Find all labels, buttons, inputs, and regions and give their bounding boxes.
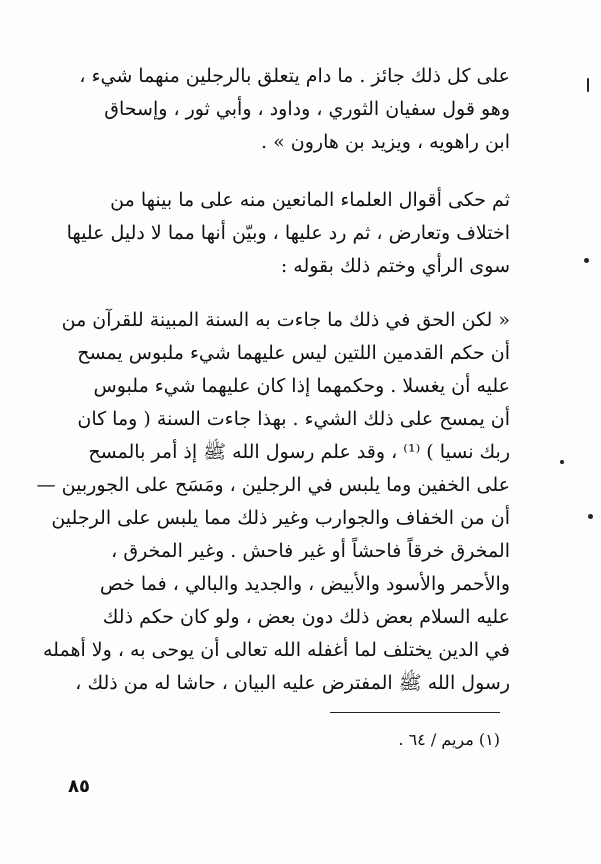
footnote-divider bbox=[330, 712, 500, 713]
text-line: المخرق خرقاً فاحشاً أو غير فاحش . وغير المخرق ، bbox=[111, 540, 510, 562]
text-line: عليه أن يغسلا . وحكمهما إذا كان عليهما شيء ملبوس bbox=[93, 375, 510, 397]
text-line: على كل ذلك جائز . ما دام يتعلق بالرجلين منهما شيء ، bbox=[79, 65, 510, 87]
paragraph-1 bbox=[70, 60, 510, 159]
footnote: (١) مريم / ٦٤ . bbox=[398, 730, 500, 749]
page-number: ٨٥ bbox=[68, 776, 90, 797]
text-line: أن حكم القدمين اللتين ليس عليهما شيء ملبوس يمسح bbox=[77, 342, 510, 364]
text-line: رسول الله ﷺ المفترض عليه البيان ، حاشا له من ذلك ، bbox=[75, 672, 510, 694]
text-line: أن يمسح على ذلك الشيء . بهذا جاءت السنة ( وما كان bbox=[77, 408, 510, 430]
text-line: ثم حكى أقوال العلماء المانعين منه على ما بينها من bbox=[110, 189, 510, 211]
text-line: على الخفين وما يلبس في الرجلين ، ومَسَح على الجوربين — bbox=[36, 474, 510, 496]
text-line: سوى الرأي وختم ذلك بقوله : bbox=[280, 255, 510, 277]
paragraph-2 bbox=[66, 184, 510, 283]
text-line: في الدين يختلف لما أغفله الله تعالى أن يوحى به ، ولا أهمله bbox=[42, 639, 510, 661]
scan-speck bbox=[587, 78, 589, 92]
scan-speck bbox=[560, 460, 564, 464]
paragraph-3 bbox=[36, 304, 510, 700]
scan-speck bbox=[588, 514, 593, 519]
text-line: ابن راهويه ، ويزيد بن هارون » . bbox=[261, 131, 510, 153]
text-line: اختلاف وتعارض ، ثم رد عليها ، وبيّن أنها مما لا دليل عليها bbox=[66, 222, 510, 244]
text-line: « لكن الحق في ذلك ما جاءت به السنة المبينة للقرآن من bbox=[61, 309, 510, 331]
text-line: والأحمر والأسود والأبيض ، والجديد والبالي ، فما خص bbox=[99, 573, 510, 595]
text-line: أن من الخفاف والجوارب وغير ذلك مما يلبس على الرجلين bbox=[51, 507, 510, 529]
text-line: عليه السلام بعض ذلك دون بعض ، ولو كان حكم ذلك bbox=[102, 606, 510, 628]
text-line: ربك نسيا ) ⁽¹⁾ ، وقد علم رسول الله ﷺ إذ أمر بالمسح bbox=[88, 441, 510, 463]
scan-speck bbox=[584, 258, 589, 263]
text-line: وهو قول سفيان الثوري ، وداود ، وأبي ثور ، وإسحاق bbox=[104, 98, 510, 120]
